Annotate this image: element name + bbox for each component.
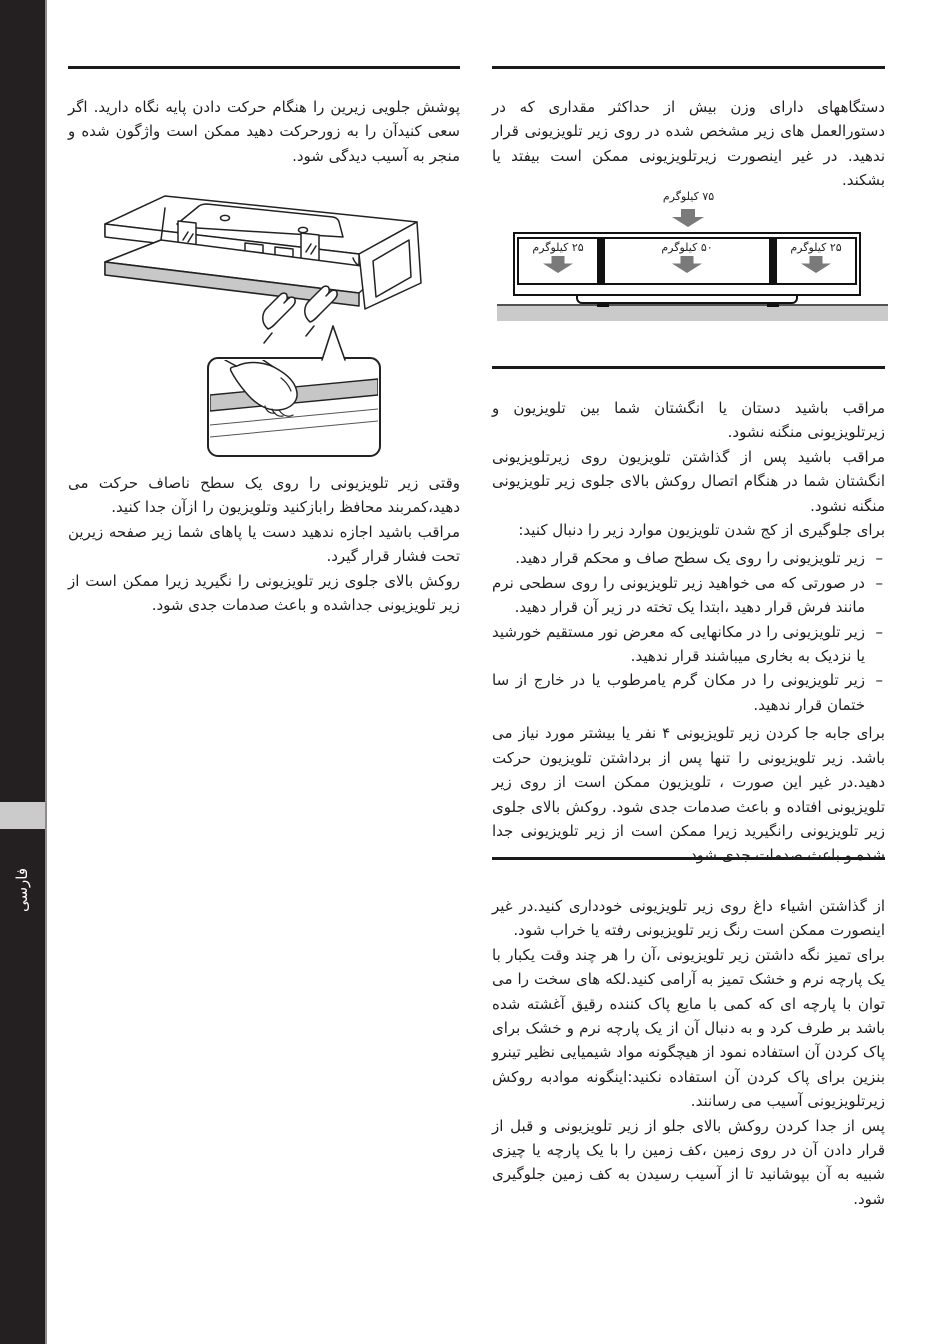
list-item xyxy=(492,620,885,669)
paragraph: مراقب باشید دستان یا انگشتان شما بین تلویزیون و زیرتلویزیونی منگنه نشود. xyxy=(492,399,885,442)
tv-stand-moving-illustration xyxy=(75,182,465,478)
language-tab xyxy=(0,840,45,940)
total-weight-label: ۷۵ کیلوگرم xyxy=(662,190,715,203)
down-arrow-icon xyxy=(543,256,573,273)
floor-surface xyxy=(497,304,888,321)
language-tab-strip xyxy=(0,802,45,829)
paragraph: برای تمیز نگه داشتن زیر تلویزیونی ،آن را هر چند وقت یکبار با یک پارچه نرم و خشک تمیز به آرامی کنید.لکه های سخت را می توان با پارچه ای که کمی با مایع پاک کننده رقیق آغشته شده باشد بر طرف کرد و به دنبال آن از یک پارچه نرم و خشک برای پاک کردن آن استفاده نمود از هیچگونه مواد شیمیایی نظیر تینرو بنزین برای پاک کردن آن استفاده نکنید:اینگونه موادبه روکش زیرتلویزیونی آسیب می رسانند. xyxy=(492,945,885,1111)
paragraph: برای جلوگیری از کج شدن تلویزیون موارد زیر را دنبال کنید: xyxy=(518,521,885,540)
left-intro-paragraph xyxy=(68,95,460,168)
language-tab-label: فارسی xyxy=(13,867,32,913)
down-arrow-icon xyxy=(801,256,831,273)
weight-zone-center xyxy=(603,237,771,285)
section-rule-top-right xyxy=(492,66,885,69)
weight-zone-right xyxy=(775,237,857,285)
list-dash-marker: – xyxy=(875,549,883,568)
paragraph: دستگاههای دارای وزن بیش از حداکثر مقداری که در دستورالعمل های زیر مشخص شده در روی زیر تلویزیونی قرار ندهید. در غیر اینصورت زیرتلویزیونی ممکن است بیفتد یا بشکند. xyxy=(492,98,885,190)
paragraph: از گذاشتن اشیاء داغ روی زیر تلویزیونی خودداری کنید.در غیر اینصورت ممکن است رنگ زیر تلویزیونی رفته یا خراب شود. xyxy=(492,897,885,940)
paragraph: مراقب باشید اجازه ندهید دست یا پاهای شما زیر صفحه زیرین تحت فشار قرار گیرد. xyxy=(68,522,460,566)
weight-zone-label: ۵۰ کیلوگرم xyxy=(661,241,713,254)
list-item-text: زیر تلویزیونی را در مکان گرم یامرطوب یا در خارج از سا ختمان قرار ندهید. xyxy=(492,671,865,714)
grip-detail-callout xyxy=(208,326,380,456)
weight-zone-label: ۲۵ کیلوگرم xyxy=(532,241,584,254)
list-item-text: زیر تلویزیونی را روی یک سطح صاف و محکم قرار دهید. xyxy=(515,549,865,568)
paragraph: پس از جدا کردن روکش بالای جلو از زیر تلویزیونی و قبل از قرار دادن آن در روی زمین ،کف زمین را با یک پارچه یا چیزی شبیه به آن بپوشانید تا از آسیب رسیدن به کف زمین جلوگیری شود. xyxy=(492,1116,885,1208)
left-notes xyxy=(68,471,460,617)
list-item-text: در صورتی که می خواهید زیر تلویزیونی را روی سطحی نرم مانند فرش قرار دهید ،ابتدا یک تخته در زیر آن قرار دهید. xyxy=(492,573,865,617)
weight-zones-box xyxy=(513,232,861,296)
list-item xyxy=(492,571,885,620)
placement-section xyxy=(492,396,885,868)
down-arrow-icon xyxy=(672,256,702,273)
paragraph: پوشش جلویی زیرین را هنگام حرکت دادن پایه نگاه دارید. اگر سعی کنیدآن را به زورحرکت دهید ممکن است واژگون شده و منجر به آسیب دیدگی شود. xyxy=(68,98,460,165)
page-spine-edge xyxy=(45,0,47,1344)
paragraph: مراقب باشید پس از گذاشتن تلویزیون روی زیرتلویزیونی انگشتان شما در هنگام اتصال روکش بالای جلوی زیر تلویزیونی منگنه نشود. xyxy=(492,447,885,515)
section-rule-middle-right xyxy=(492,366,885,369)
weight-zone-label: ۲۵ کیلوگرم xyxy=(790,241,842,254)
list-dash-marker: – xyxy=(875,622,883,641)
care-section xyxy=(492,894,885,1211)
list-dash-marker: – xyxy=(875,573,883,592)
stand-base-plate xyxy=(576,294,798,304)
list-dash-marker: – xyxy=(875,671,883,690)
list-item-text: زیر تلویزیونی را در مکانهایی که معرض نور مستقیم خورشید یا نزدیک به بخاری میباشند قرار ندهید. xyxy=(492,622,865,666)
list-item xyxy=(492,668,885,717)
paragraph: وقتی زیر تلویزیونی را روی یک سطح ناصاف حرکت می دهید،کمربند محافظ رابازکنید وتلویزیون را ازآن جدا کنید. xyxy=(68,474,460,517)
page-spine-bar xyxy=(0,0,45,1344)
section-rule-top-left xyxy=(68,66,460,69)
weight-warning-paragraph xyxy=(492,95,885,193)
paragraph: برای جابه جا کردن زیر تلویزیونی ۴ نفر یا بیشتر مورد نیاز می باشد. زیر تلویزیونی را تنها پس از برداشتن تلویزیون حرکت دهید.در غیر این صورت ، تلویزیون ممکن است از روی زیر تلویزیونی افتاده و باعث صدمات جدی شود. روکش بالای جلوی زیر تلویزیونی رانگیرید زیرا ممکن است از زیر تلویزیونی جدا شده و باعث صدمات جدی شود. xyxy=(492,724,885,865)
paragraph: روکش بالای جلوی زیر تلویزیونی را نگیرید زیرا ممکن است از زیر تلویزیونی جداشده و باعث صدمات جدی شود. xyxy=(68,571,460,615)
weight-zone-left xyxy=(517,237,599,285)
tv-stand-drawing xyxy=(105,196,421,309)
down-arrow-icon xyxy=(672,209,704,227)
list-item xyxy=(492,546,885,570)
